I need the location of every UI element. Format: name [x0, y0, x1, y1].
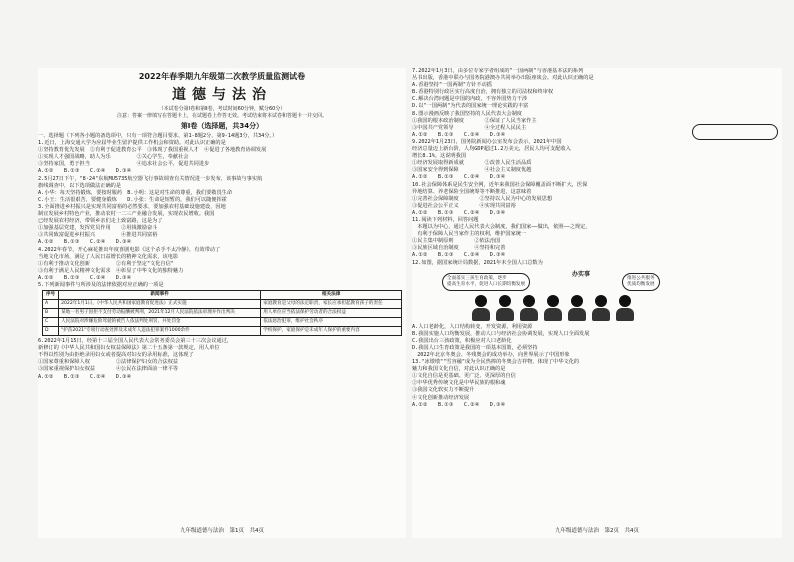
table-cell: 人民法院对涉嫌危险驾驶的被告人依法判处刑罚，并处罚金: [59, 318, 261, 327]
person-figure: [472, 295, 490, 321]
person-figure: [592, 295, 610, 321]
table-cell: C: [43, 318, 59, 327]
table-cell: D: [43, 327, 59, 336]
speech-bubble-right: 推进公共服务 优质均衡发展: [622, 273, 660, 291]
table-header: 序号: [43, 291, 59, 300]
table-header: 新闻事件: [59, 291, 261, 300]
speech-bubble-left: 全面落实三孩生育政策，逐步 提高生育水平，促进人口长期均衡发展: [442, 273, 530, 291]
table-cell: 用人单位应当依法保护劳动者的合法权益: [261, 309, 402, 318]
table-header: 相关法律: [261, 291, 402, 300]
person-figure: [568, 295, 586, 321]
question-6: 6.2022年1月15日，经第十三届全国人民代表大会常务委员会第三十三次会议通过， 新修订的《中华人民共和国妇女权益保障法》第二十五条第一款规定，用人单位 不得以性别为由拒绝录用妇女或者提高对妇女的录用标准，这体现了 ①国家尊重和保障人权 ②法律保护妇女的合法权益 ③国家重视保护妇女权益 ④公民在法律面前一律平等 A.①② B.①③ C.②④ D.③④: [38, 338, 233, 380]
table-header-row: [43, 291, 402, 300]
page-footer: 九年级道德与法治 第1页 共4页: [180, 528, 264, 534]
exam-title: 2022年春季期九年级第二次教学质量监测试卷: [138, 72, 306, 81]
questions-7-12: 7.2022年1月3日，由多位专家学者组成的"一国两制"与香港基本法的系列 丛书出版，香港中联办与国务院港澳办共同举办出版座谈会。对此认识正确的是 A.香港坚持"一国两制"方针不动摇 B.香港特别行政区实行高度自治，拥有独立的司法权和终审权 C.解决台湾问题是中国的内政，不容外国势力干涉 D.以"一国两制"为代表的国家统一理论实践的丰富 8.图示漫画反映了我国坚持的人民代表大会制度 ①我国的根本政治制度 ②保证了人民当家作主 ③中国共产党领导 ④全过程人民民主 A.①② B.①③ C.②④ D.③④ 9.2022年1月23日，国务院新闻办公室发布会表示，2021年中国 经济总量迈上新台阶，人均GDP超过1.2万美元，居民人均可支配收入 增长8.1%。这说明我国 ①经济发展取得新成就 ②改善人民生活品质 ③国家安全得到保障 ④社会主义制度优越 A.①② B.①③ C.②④ D.③④ 10.社会保障体系是民生安全网，近年来我国社会保障覆盖面不断扩大，医保 异地结算、养老保险全国统筹等不断推进，这意味着 ①完善社会保障制度 ②坚持以人民为中心的发展思想 ③促进社会公平正义 ④实现共同富裕 A.①② B.①③ C.②④ D.③④ 11.阅读下列材料，回答问题 本题以为中心，通过人民代表大会制度，我们国家——做出，依照——之规定， 有利于保障人民当家作主的权利，维护国家统一 ①民主集中制原则 ②依法治国 ③民族区域自治制度 ④坚持和完善 A.①② B.①③ C.②④ D.③④ 12.如图，据国家统计局数据，2021年末全国人口总数为: [412, 68, 594, 266]
section-heading: 第Ⅰ卷（选择题，共34分）: [180, 122, 264, 130]
cartoon-illustration: [412, 269, 782, 321]
table-row: [43, 300, 402, 309]
person-figure: [496, 295, 514, 321]
table-cell: B: [43, 309, 59, 318]
table-row: [43, 327, 402, 336]
table-cell: A: [43, 300, 59, 309]
table-row: [43, 318, 402, 327]
page-left: [38, 68, 406, 538]
subject-title: 道德与法治: [172, 87, 272, 103]
table-cell: 学校保护、家庭保护是未成年人保护的重要内容: [261, 327, 402, 336]
questions-12-13: A.人口老龄化，人口结构转变，开发资源，利用资源 B.我国实施人口均衡发展，推动人口与经济社会协调发展，实现人口全面发展 C.我国出台三孩政策，积极应对人口老龄化 D.我国人口生育政策是我国的一项基本国策，必须坚持 2022年北京冬奥会、冬残奥会的成功举办，向世界展示了中国形象 13."冰墩墩""雪容融"成为全民热捧的冬奥会吉祥物，体现了中华文化的 魅力和我国文化自信，对此认识正确的是 ①文化自信是更基础、更广泛、更深厚的自信 ②中华优秀传统文化是中华民族的根和魂 ③我国文化软实力不断提升 ④文化创新推动经济发展 A.①② B.①③ C.②④ D.③④: [412, 323, 590, 408]
page-right: [412, 68, 782, 538]
page-footer: 九年级道德与法治 第2页 共4页: [555, 528, 639, 534]
table-row: [43, 309, 402, 318]
cartoon-title: 办实事: [572, 270, 591, 278]
exam-instruction: 注意：答案一律填写在答题卡上，在试题卷上作答无效。考试结束将本试卷和答题卡一并交回。: [116, 112, 327, 119]
table-cell: 家庭教育是父母的法定职责，家长应承担起教育孩子的责任: [261, 300, 402, 309]
table-cell: 2022年1月1日，《中华人民共和国家庭教育促进法》正式实施: [59, 300, 261, 309]
diagram-oval: [692, 124, 778, 140]
person-figure: [616, 295, 634, 321]
questions-1-5: 一、选择题（下列各小题的备选项中，只有一项符合题目要求，第1-8题2分，第9-14题3分，共34分。） 1.近日，上海交通大学为应届毕业生留沪提供工作机会和资助。对此认识正确的是 ①坚持教育优先发展 ②有利于促进教育公平 ③体现了我国重视人才 ④促进了各地教育协调发展 ①实现人才强国战略，助人为乐 ②关心学生，奉献社会 ③坚持家国，勇于担当 ④追求社会公平，促进共同进步 A.①② B.①③ C.②④ D.③④ 2.5月27日下午，"8·24"东航MU5735航空器飞行事故调查有关情况进一步发布，该事故与事实航 旗线调查中，以下选项做法正确的是 A.小华：每天坚持锻炼，要按时服药 B.小明：这是对生命的尊重，我们要敬畏生命 C.小王：生活很艰苦，要健身锻炼 D.小张：生命是短暂的，我们可以随便挥霍 3.全面推进乡村振兴是实现共同富裕的必然要求，要加强农村基础设施建设，因地 制宜发展乡村特色产业，推动农村一二三产业融合发展，实现农民增收。我国 已经发展农村经济，带领乡亲们走上致富路，这是为了 ①加强基层党建，发挥党员作用 ②用钱激励奋斗 ③共同致富促进乡村振兴 ④推进共同富裕 A.①② B.①③ C.②④ D.③④ 4.2022年春节，开心麻花推出年度喜剧电影《这个杀手不太冷静》，有效带动了 当地文化市场，满足了人民日益增长的精神文化需求，该电影 ①有利于推动文化创新 ②有利于坚定"文化自信" ③有利于满足人民精神文化需求 ④彰显了中华文化的独特魅力 A.①② B.①③ C.②④ D.③④ 5.下列新闻事件与所涉及的法律依据对应正确的一项是: [38, 133, 278, 288]
person-figure: [544, 295, 562, 321]
table-cell: "护苗2021"专项行动查处涉及未成年人违法犯罪案件1000余件: [59, 327, 261, 336]
table-cell: 依法惩治犯罪，维护社会秩序: [261, 318, 402, 327]
news-law-table: [42, 290, 402, 336]
person-figure: [520, 295, 538, 321]
table-cell: 某地一名男子因拒不支付劳动报酬被判刑，2021年12月人民法院依法审理并作出判决: [59, 309, 261, 318]
exam-note: （本试卷分第Ⅰ卷和第Ⅱ卷，考试时间60分钟，赋分60分）: [158, 106, 286, 112]
